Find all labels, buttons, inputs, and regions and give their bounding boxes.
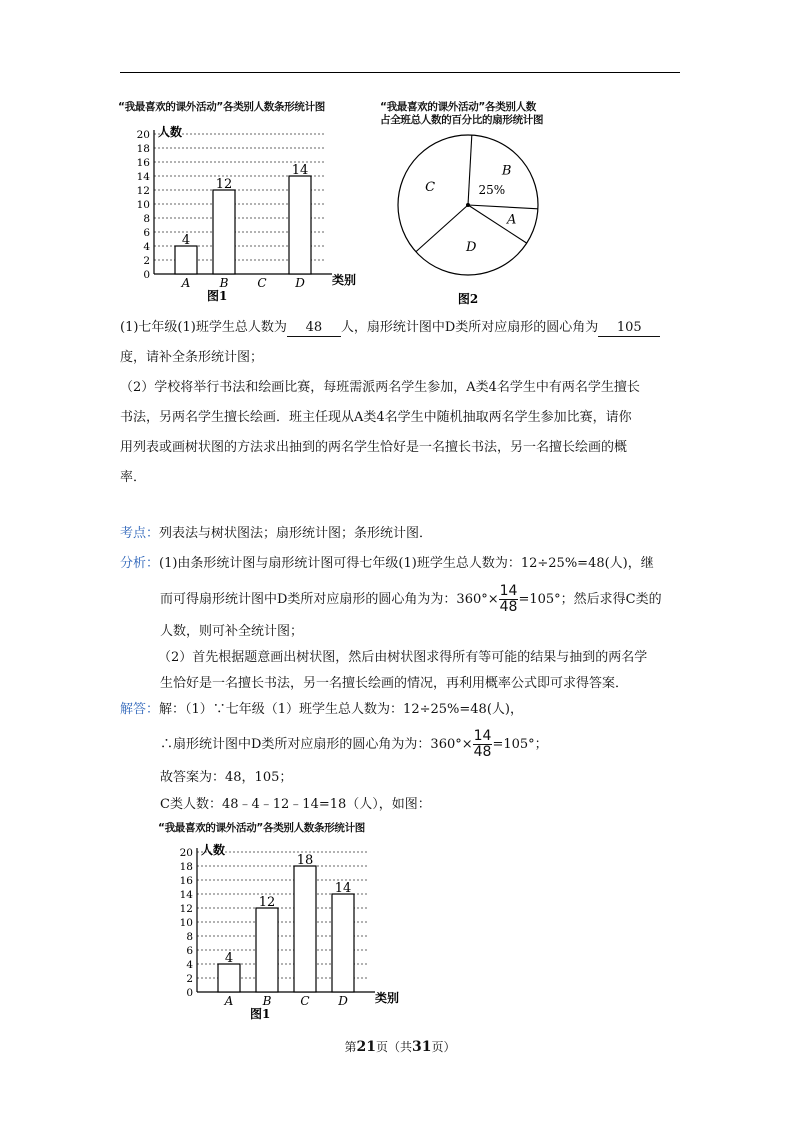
fenxi-label: 分析： (120, 556, 160, 571)
footer-suffix: 页） (431, 1040, 456, 1054)
y-axis-label: 人数 (201, 843, 226, 857)
x-axis-label: 类别 (375, 991, 400, 1005)
x-tick-label: C (300, 994, 310, 1008)
y-tick-label: 4 (186, 959, 193, 971)
x-tick-label: B (219, 276, 229, 290)
kaodian-text: 列表法与树状图法；扇形统计图；条形统计图． (159, 526, 433, 541)
q1-answer-total: 48 (287, 320, 341, 337)
figure-caption: 图1 (250, 1007, 271, 1020)
bar-B (213, 190, 235, 274)
footer-mid: 页（共 (375, 1040, 412, 1054)
y-axis-label: 人数 (158, 125, 183, 139)
pie-chart-figure2 (390, 125, 550, 310)
q2-line4: 率． (120, 470, 147, 485)
data-label-D: 14 (334, 881, 352, 896)
y-tick-label: 6 (186, 945, 193, 957)
data-label-A: 4 (181, 233, 191, 248)
fraction-14-48 (499, 584, 519, 615)
x-tick-label: A (224, 994, 234, 1008)
q1-answer-angle: 105 (598, 320, 660, 337)
x-tick-label: C (257, 276, 267, 290)
bar-D (289, 176, 311, 274)
question-1 (120, 318, 685, 338)
y-tick-label: 20 (179, 847, 193, 859)
figure1-completed-title: “我最喜欢的课外活动”各类别人数条形统计图 (158, 822, 366, 834)
jieda-row2 (160, 728, 725, 762)
y-tick-label: 16 (136, 157, 150, 169)
data-label-B: 12 (258, 895, 276, 910)
y-tick-label: 14 (136, 171, 150, 183)
x-tick-label: D (338, 994, 348, 1008)
fenxi-line4: （2）首先根据题意画出树状图，然后由树状图求得所有等可能的结果与抽到的两名学 (158, 650, 648, 665)
data-label-A: 4 (224, 951, 234, 966)
fenxi-row2 (160, 583, 725, 617)
figure-caption: 图1 (207, 289, 228, 302)
bar-chart-completed (155, 830, 405, 1020)
fenxi-line3: 人数，则可补全统计图； (160, 624, 304, 639)
pie-label-B: B (501, 163, 512, 179)
y-tick-label: 2 (186, 973, 193, 985)
header-rule (120, 72, 680, 73)
pie-label-C: C (425, 179, 436, 195)
bar-chart-figure1 (112, 112, 362, 302)
y-tick-label: 0 (186, 987, 193, 999)
jieda-line4: C类人数：48﹣4﹣12﹣14=18（人），如图： (160, 797, 431, 812)
fenxi-line1: (1)由条形统计图与扇形统计图可得七年级(1)班学生总人数为：12÷25%=48(人)，继 (159, 556, 654, 571)
q1-text-b: 人，扇形统计图中D类所对应扇形的圆心角为 (340, 320, 599, 335)
jieda-label: 解答： (120, 702, 160, 717)
y-tick-label: 2 (143, 255, 150, 267)
pie-percent-B: 25% (478, 183, 506, 198)
x-tick-label: D (295, 276, 305, 290)
jieda-line2-b: =105°； (492, 737, 548, 752)
jieda-line3: 故答案为：48，105； (160, 770, 293, 785)
pie-label-D: D (466, 239, 477, 255)
q2-line2: 书法，另两名学生擅长绘画．班主任现从A类4名学生中随机抽取两名学生参加比赛，请你 (120, 410, 632, 425)
y-tick-label: 0 (143, 269, 150, 281)
kaodian-label: 考点： (120, 526, 160, 541)
jieda-line1: 解：（1）∵七年级（1）班学生总人数为：12÷25%=48(人)， (159, 702, 523, 717)
kaodian-row (120, 524, 685, 544)
q2-line1: （2）学校将举行书法和绘画比赛，每班需派两名学生参加，A类4名学生中有两名学生擅长 (120, 380, 640, 395)
y-tick-label: 8 (143, 213, 150, 225)
x-tick-label: B (262, 994, 272, 1008)
q2-line3: 用列表或画树状图的方法求出抽到的两名学生恰好是一名擅长书法，另一名擅长绘画的概 (120, 440, 628, 455)
fenxi-row1 (120, 554, 685, 574)
pie-label-A: A (507, 212, 517, 228)
data-label-C: 18 (296, 853, 314, 868)
jieda-line2-a: ∴扇形统计图中D类所对应扇形的圆心角为为：360°× (160, 737, 473, 752)
jieda-row1 (120, 700, 685, 720)
fenxi-line2-b: =105°；然后求得C类的 (518, 592, 662, 607)
y-tick-label: 12 (179, 903, 193, 915)
y-tick-label: 6 (143, 227, 150, 239)
figure-caption: 图2 (457, 292, 479, 306)
figure1-title: “我最喜欢的课外活动”各类别人数条形统计图 (118, 101, 326, 113)
fraction-denominator: 48 (499, 599, 518, 615)
fraction-denominator: 48 (473, 744, 492, 760)
y-tick-label: 20 (136, 129, 150, 141)
y-tick-label: 8 (186, 931, 193, 943)
fraction-numerator: 14 (499, 583, 518, 599)
data-label-D: 14 (291, 163, 309, 178)
page-footer (0, 1038, 800, 1055)
q1-text-c: 度，请补全条形统计图； (120, 350, 264, 365)
x-tick-label: A (181, 276, 191, 290)
y-tick-label: 4 (143, 241, 150, 253)
q1-text-a: (1)七年级(1)班学生总人数为 (120, 320, 287, 335)
figure2-title-line2: 占全班总人数的百分比的扇形统计图 (380, 114, 544, 126)
bar-B (256, 908, 278, 992)
fenxi-line2-a: 而可得扇形统计图中D类所对应扇形的圆心角为为：360°× (160, 592, 499, 607)
y-tick-label: 12 (136, 185, 150, 197)
bar-D (332, 894, 354, 992)
y-tick-label: 10 (179, 917, 193, 929)
y-tick-label: 14 (179, 889, 193, 901)
data-label-B: 12 (215, 177, 233, 192)
y-tick-label: 18 (136, 143, 150, 155)
footer-prefix: 第 (344, 1040, 357, 1054)
pie-center (466, 203, 470, 207)
y-tick-label: 18 (179, 861, 193, 873)
figure2-title-line1: “我最喜欢的课外活动”各类别人数 (380, 101, 537, 113)
x-axis-label: 类别 (332, 273, 357, 287)
bar-A (218, 964, 240, 992)
fenxi-line5: 生恰好是一名擅长书法，另一名擅长绘画的情况，再利用概率公式即可求得答案． (160, 676, 629, 691)
y-tick-label: 16 (179, 875, 193, 887)
fraction-numerator: 14 (473, 728, 492, 744)
y-tick-label: 10 (136, 199, 150, 211)
footer-page-number: 21 (356, 1039, 376, 1055)
bar-C (294, 866, 316, 992)
fraction-14-48-answer (473, 729, 493, 760)
bar-A (175, 246, 197, 274)
footer-total-pages: 31 (412, 1039, 432, 1055)
